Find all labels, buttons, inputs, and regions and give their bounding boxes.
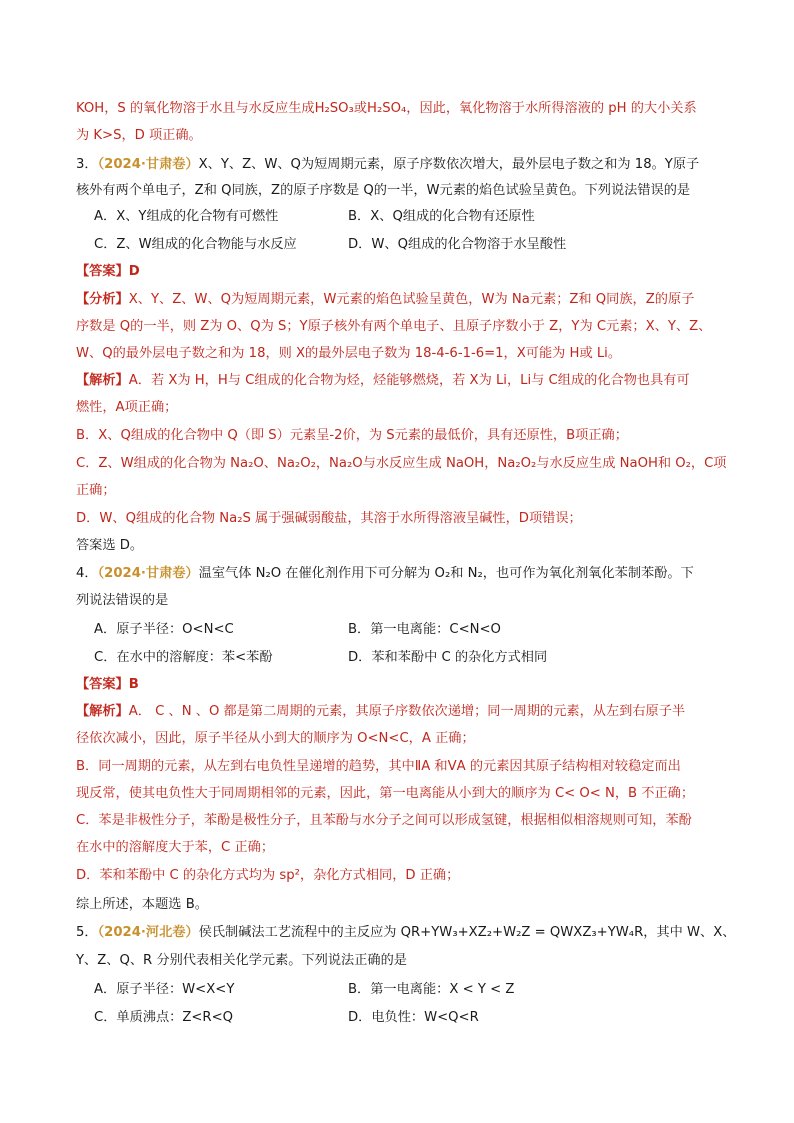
explanation-line: C．苯是非极性分子，苯酚是极性分子，且苯酚与水分子之间可以形成氢键，根据相似相溶规则可知，苯酚 [76,813,692,828]
option-c: C．单质沸点：Z<R<Q [94,1010,234,1025]
question-number: 4． [76,566,98,581]
option-d: D．电负性：W<Q<R [348,1010,479,1025]
analysis-line: W、Q的最外层电子数之和为 18，则 X的最外层电子数为 18-4-6-1-6=1，X可能为 H或 Li。 [76,346,622,361]
option-d: D．苯和苯酚中 C 的杂化方式相同 [348,650,548,665]
answer-value: D [128,264,140,279]
explanation-line: B．同一周期的元素，从左到右电负性呈递增的趋势，其中ⅡA 和ⅤA 的元素因其原子结构相对较稳定而出 [76,759,681,774]
conclusion-line: 综上所述，本题选 B。 [76,897,208,912]
option-a: A．X、Y组成的化合物有可燃性 [94,209,279,224]
explanation-text: A．若 X为 H，H与 C组成的化合物为烃，烃能够燃烧，若 X为 Li，Li与 C组成的化合物也具有可 [128,373,690,388]
explanation-tag: 【解析】 [76,373,129,388]
explanation-line: 燃性，A项正确； [76,400,178,415]
answer-value: B [128,677,139,692]
option-d: D．W、Q组成的化合物溶于水呈酸性 [348,237,567,252]
question-number: 5． [76,925,98,940]
question-number: 3． [76,157,98,172]
question-text: X、Y、Z、W、Q为短周期元素，原子序数依次增大，最外层电子数之和为 18。Y原子 [198,157,700,172]
explanation-line: 现反常，使其电负性大于同周期相邻的元素，因此，第一电离能从小到大的顺序为 C< O< N，B 不正确； [76,786,695,801]
explanation-line: B．X、Q组成的化合物中 Q（即 S）元素呈-2价，为 S元素的最低价，具有还原性，B项正确； [76,428,628,443]
explanation-line: D．W、Q组成的化合物 Na₂S 属于强碱弱酸盐，其溶于水所得溶液呈碱性，D项错误； [76,511,582,526]
explanation-line: 在水中的溶解度大于苯，C 正确； [76,840,275,855]
analysis-line [76,291,694,309]
option-b: B．第一电离能：X < Y < Z [348,982,515,997]
explanation-line: 径依次减小，因此，原子半径从小到大的顺序为 O<N<C，A 正确； [76,731,475,746]
analysis-line: 序数是 Q的一半，则 Z为 O、Q为 S；Y原子核外有两个单电子、且原子序数小于 Z，Y为 C元素；X、Y、Z、 [76,319,712,334]
answer-tag: 【答案】 [76,264,129,279]
question-text: Y、Z、Q、R 分别代表相关化学元素。下列说法正确的是 [76,953,407,968]
explanation-line [76,372,690,390]
question-5-stem [76,924,735,942]
option-a: A．原子半径：W<X<Y [94,982,235,997]
option-c: C．在水中的溶解度：苯<苯酚 [94,650,273,665]
question-source: （2024·甘肃卷） [97,157,199,172]
explanation-line: C．Z、W组成的化合物为 Na₂O、Na₂O₂，Na₂O与水反应生成 NaOH，Na₂O₂与水反应生成 NaOH和 O₂，C项 [76,456,727,471]
answer-line [76,676,139,694]
analysis-tag: 【分析】 [76,292,129,307]
question-source: （2024·河北卷） [97,925,199,940]
explanation-tag: 【解析】 [76,704,129,719]
conclusion-line: 答案选 D。 [76,538,144,553]
question-text: 核外有两个单电子，Z和 Q同族，Z的原子序数是 Q的一半，W元素的焰色试验呈黄色。下列说法错误的是 [76,183,691,198]
option-b: B．第一电离能：C<N<O [348,622,501,637]
question-text: 列说法错误的是 [76,593,169,608]
question-source: （2024·甘肃卷） [97,566,199,581]
explanation-line: D．苯和苯酚中 C 的杂化方式均为 sp²，杂化方式相同，D 正确； [76,868,460,883]
answer-tag: 【答案】 [76,677,129,692]
explanation-text: A． C 、N 、O 都是第二周期的元素，其原子序数依次递增；同一周期的元素，从左到右原子半 [128,704,686,719]
option-a: A．原子半径：O<N<C [94,622,234,637]
q2-explanation-line: KOH，S 的氧化物溶于水且与水反应生成H₂SO₃或H₂SO₄，因此，氧化物溶于水所得溶液的 pH 的大小关系 [76,101,697,116]
analysis-text: X、Y、Z、W、Q为短周期元素，W元素的焰色试验呈黄色，W为 Na元素；Z和 Q同族，Z的原子 [128,292,695,307]
explanation-line [76,703,685,721]
q2-explanation-line: 为 K>S，D 项正确。 [76,128,202,143]
question-text: 侯氏制碱法工艺流程中的主反应为 QR+YW₃+XZ₂+W₂Z = QWXZ₃+YW₄R，其中 W、X、 [198,925,736,940]
option-c: C．Z、W组成的化合物能与水反应 [94,237,297,252]
question-3-stem [76,156,699,174]
question-4-stem [76,565,694,583]
explanation-line: 正确； [76,483,116,498]
option-b: B．X、Q组成的化合物有还原性 [348,209,535,224]
answer-line [76,263,140,281]
question-text: 温室气体 N₂O 在催化剂作用下可分解为 O₂和 N₂，也可作为氧化剂氧化苯制苯酚。下 [198,566,694,581]
